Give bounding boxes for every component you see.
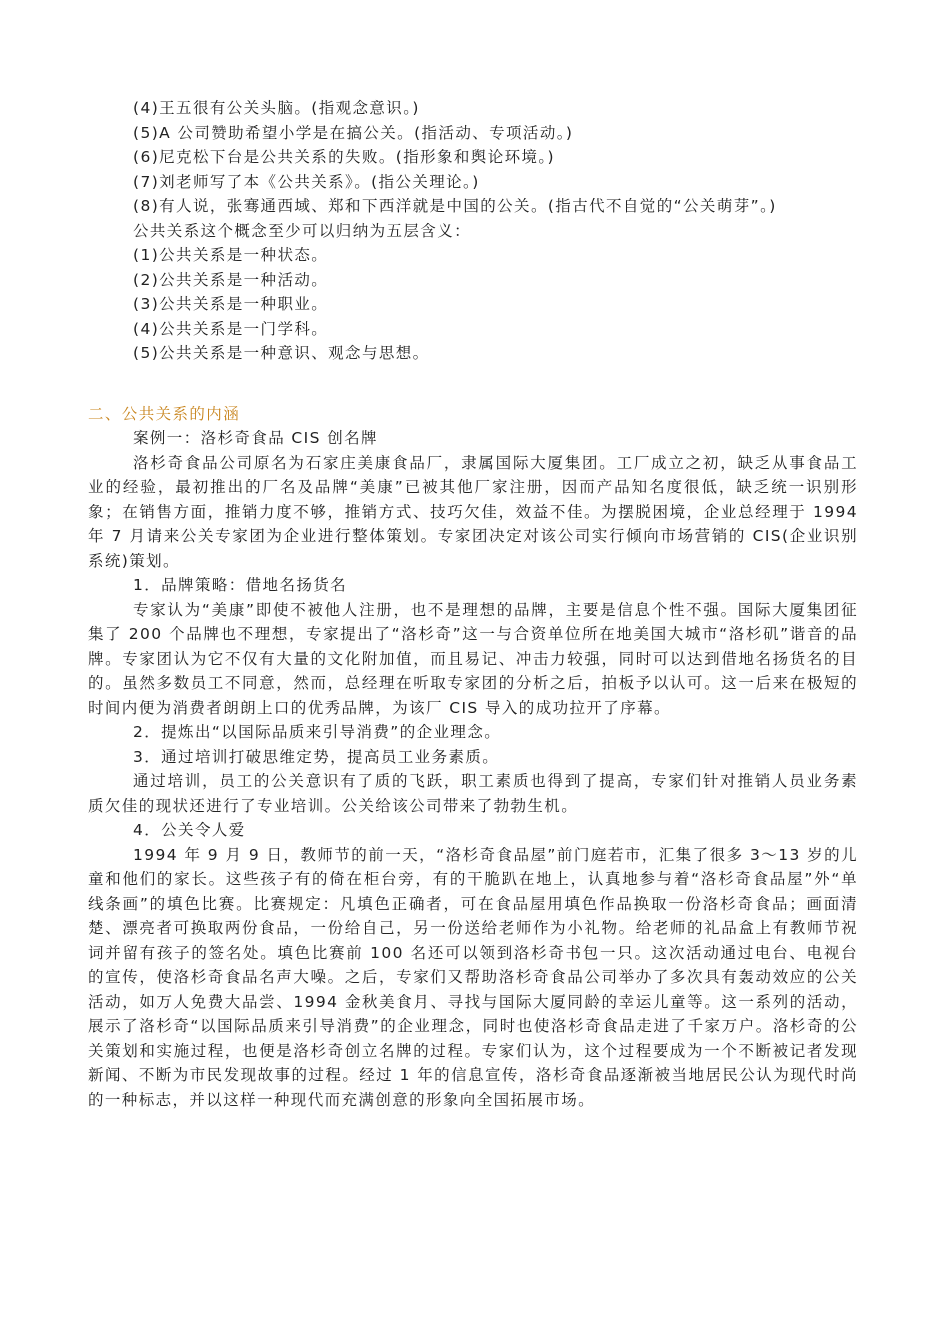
case-title: 案例一：洛杉奇食品 CIS 创名牌 [133,429,378,447]
document-body [88,96,858,1112]
example-item: (5)A 公司赞助希望小学是在搞公关。(指活动、专项活动。) [133,123,574,142]
intro-examples [88,96,858,366]
summary-line: 公共关系这个概念至少可以归纳为五层含义： [133,221,472,240]
subsection-title: 2．提炼出“以国际品质来引导消费”的企业理念。 [133,723,502,741]
meaning-item: (2)公共关系是一种活动。 [133,270,329,289]
example-item: (8)有人说，张骞通西域、郑和下西洋就是中国的公关。(指古代不自觉的“公关萌芽”。) [133,197,777,215]
paragraph: 专家认为“美康”即使不被他人注册，也不是理想的品牌，主要是信息个性不强。国际大厦集团征集了 200 个品牌也不理想，专家提出了“洛杉奇”这一与合资单位所在地美国大城市“洛杉矶”谐音的品牌。专家团认为它不仅有大量的文化附加值，而且易记、冲击力较强，同时可以达到借地名扬货名的目的。虽然多数员工不同意，然而，总经理在听取专家团的分析之后，拍板予以认可。这一后来在极短的时间内便为消费者朗朗上口的优秀品牌，为该厂 CIS 导入的成功拉开了序幕。 [88,600,858,717]
subsection-title: 3．通过培训打破思维定势，提高员工业务素质。 [133,747,500,766]
meaning-item: (4)公共关系是一门学科。 [133,319,329,338]
example-item: (6)尼克松下台是公共关系的失败。(指形象和舆论环境。) [133,148,556,166]
meaning-item: (1)公共关系是一种状态。 [133,246,329,264]
section-connotation [88,402,858,1113]
section-heading: 二、公共关系的内涵 [88,404,241,423]
paragraph: 1994 年 9 月 9 日，教师节的前一天，“洛杉奇食品屋”前门庭若市，汇集了很多 3～13 岁的儿童和他们的家长。这些孩子有的倚在柜台旁，有的干脆趴在地上，认真地参与着“洛杉奇食品屋”外“单线条画”的填色比赛。比赛规定：凡填色正确者，可在食品屋用填色作品换取一份洛杉奇食品；画面清楚、漂亮者可换取两份食品，一份给自己，另一份送给老师作为小礼物。给老师的礼品盒上有教师节祝词并留有孩子的签名处。填色比赛前 100 名还可以领到洛杉奇书包一只。这次活动通过电台、电视台的宣传，使洛杉奇食品名声大噪。之后，专家们又帮助洛杉奇食品公司举办了多次具有轰动效应的公关活动，如万人免费大品尝、1994 金秋美食月、寻找与国际大厦同龄的幸运儿童等。这一系列的活动，展示了洛杉奇“以国际品质来引导消费”的企业理念，同时也使洛杉奇食品走进了千家万户。洛杉奇的公关策划和实施过程，也便是洛杉奇创立名牌的过程。专家们认为，这个过程要成为一个不断被记者发现新闻、不断为市民发现故事的过程。经过 1 年的信息宣传，洛杉奇食品逐渐被当地居民公认为现代时尚的一种标志，并以这样一种现代而充满创意的形象向全国拓展市场。 [88,845,858,1109]
subsection-title: 1．品牌策略：借地名扬货名 [133,576,348,594]
paragraph: 洛杉奇食品公司原名为石家庄美康食品厂，隶属国际大厦集团。工厂成立之初，缺乏从事食品工业的经验，最初推出的厂名及品牌“美康”已被其他厂家注册，因而产品知名度很低，缺乏统一识别形象；在销售方面，推销力度不够，推销方式、技巧欠佳，效益不佳。为摆脱困境，企业总经理于 1994 年 7 月请来公关专家团为企业进行整体策划。专家团决定对该公司实行倾向市场营销的 CIS(企业识别系统)策划。 [88,453,858,570]
meaning-item: (5)公共关系是一种意识、观念与思想。 [133,344,430,362]
example-item: (4)王五很有公关头脑。(指观念意识。) [133,99,420,117]
paragraph: 通过培训，员工的公关意识有了质的飞跃，职工素质也得到了提高，专家们针对推销人员业务素质欠佳的现状还进行了专业培训。公关给该公司带来了勃勃生机。 [88,772,858,815]
meaning-item: (3)公共关系是一种职业。 [133,295,329,313]
example-item: (7)刘老师写了本《公共关系》。(指公关理论。) [133,172,480,191]
subsection-title: 4．公关令人爱 [133,821,246,839]
